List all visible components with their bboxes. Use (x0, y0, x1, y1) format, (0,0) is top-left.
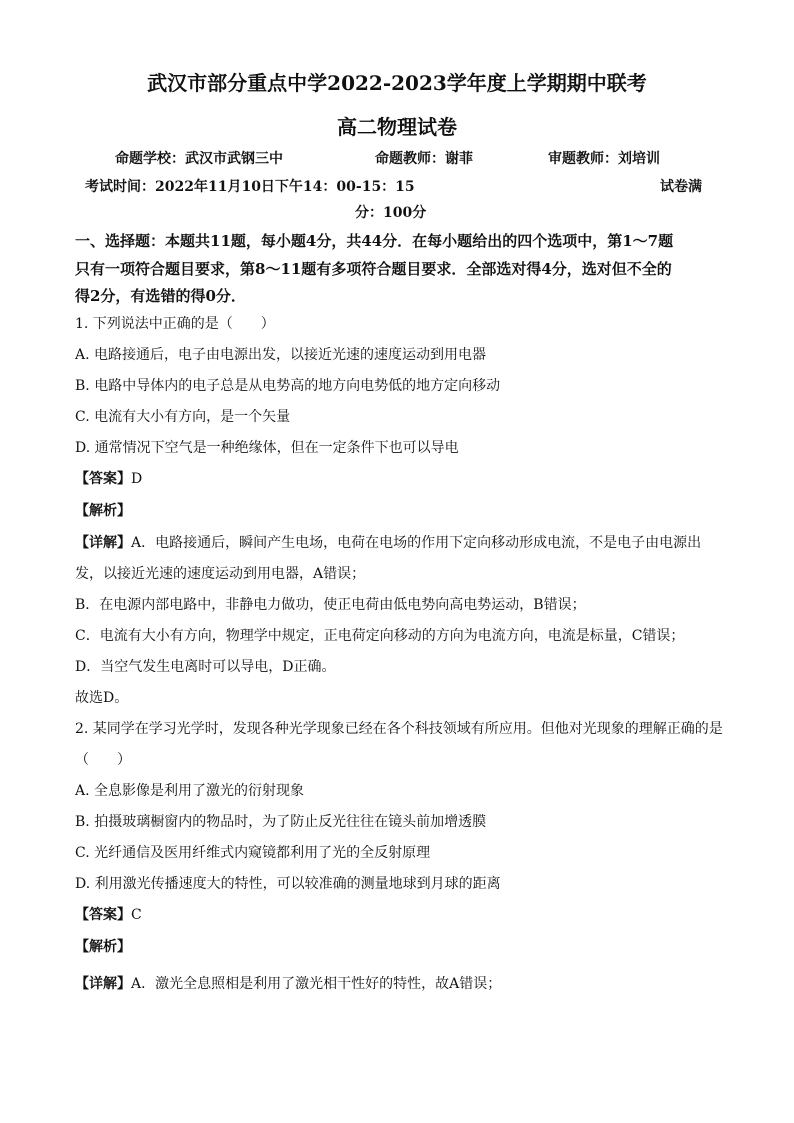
q1-stem: 1. 下列说法中正确的是（ ） (75, 316, 275, 332)
detail-text: A．激光全息照相是利用了激光相干性好的特性，故A错误； (131, 976, 502, 992)
q1-detail-1 (75, 534, 701, 552)
section-instructions-1: 一、选择题：本题共11题，每小题4分，共44分．在每小题给出的四个选项中，第1～7题 (75, 232, 674, 250)
answer-tag: 【答案】 (75, 471, 131, 487)
full-score-value: 分：100分 (355, 205, 427, 221)
detail-tag: 【详解】 (75, 535, 131, 551)
teacher-info: 命题教师：谢菲 (375, 151, 473, 167)
exam-time: 考试时间：2022年11月10日下午14：00-15：15 (85, 179, 415, 195)
q1-answer (75, 470, 142, 488)
q2-option-a: A. 全息影像是利用了激光的衍射现象 (75, 783, 305, 799)
q2-stem-1: 2. 某同学在学习光学时，发现各种光学现象已经在各个科技领域有所应用。但他对光现象的理解正确的是 (75, 721, 723, 737)
q1-option-a: A. 电路接通后，电子由电源出发，以接近光速的速度运动到用电器 (75, 347, 487, 363)
q1-detail-5: D．当空气发生电离时可以导电，D正确。 (75, 659, 336, 675)
q1-option-c: C. 电流有大小有方向，是一个矢量 (75, 409, 291, 425)
answer-value: D (131, 471, 143, 487)
q2-stem-2: （ ） (75, 752, 131, 768)
section-instructions-2: 只有一项符合题目要求，第8～11题有多项符合题目要求．全部选对得4分，选对但不全的 (75, 260, 672, 278)
school-info: 命题学校：武汉市武钢三中 (115, 151, 283, 167)
q2-analysis-tag: 【解析】 (75, 939, 131, 955)
answer-value: C (131, 907, 142, 923)
q1-detail-3: B．在电源内部电路中，非静电力做功，使正电荷由低电势向高电势运动，B错误； (75, 597, 586, 613)
q2-answer (75, 906, 142, 924)
q1-conclusion: 故选D。 (75, 690, 129, 706)
q2-option-d: D. 利用激光传播速度大的特性，可以较准确的测量地球到月球的距离 (75, 876, 501, 892)
answer-tag: 【答案】 (75, 907, 131, 923)
reviewer-info: 审题教师：刘培训 (548, 151, 660, 167)
detail-text: A．电路接通后，瞬间产生电场，电荷在电场的作用下定向移动形成电流，不是电子由电源出 (131, 535, 702, 551)
q1-detail-4: C．电流有大小有方向，物理学中规定，正电荷定向移动的方向为电流方向，电流是标量，C错误； (75, 628, 685, 644)
section-instructions-3: 得2分，有选错的得0分． (75, 287, 246, 305)
exam-title: 武汉市部分重点中学2022-2023学年度上学期期中联考 (147, 71, 647, 95)
q1-option-d: D. 通常情况下空气是一种绝缘体，但在一定条件下也可以导电 (75, 440, 459, 456)
q2-option-c: C. 光纤通信及医用纤维式内窥镜都利用了光的全反射原理 (75, 845, 431, 861)
q1-analysis-tag: 【解析】 (75, 503, 131, 519)
q1-option-b: B. 电路中导体内的电子总是从电势高的地方向电势低的地方定向移动 (75, 378, 501, 394)
q1-detail-2: 发，以接近光速的速度运动到用电器，A错误； (75, 566, 366, 582)
detail-tag: 【详解】 (75, 976, 131, 992)
q2-detail-1 (75, 975, 501, 993)
exam-subtitle: 高二物理试卷 (337, 115, 457, 139)
full-score-label: 试卷满 (660, 179, 702, 195)
q2-option-b: B. 拍摄玻璃橱窗内的物品时，为了防止反光往往在镜头前加增透膜 (75, 814, 487, 830)
